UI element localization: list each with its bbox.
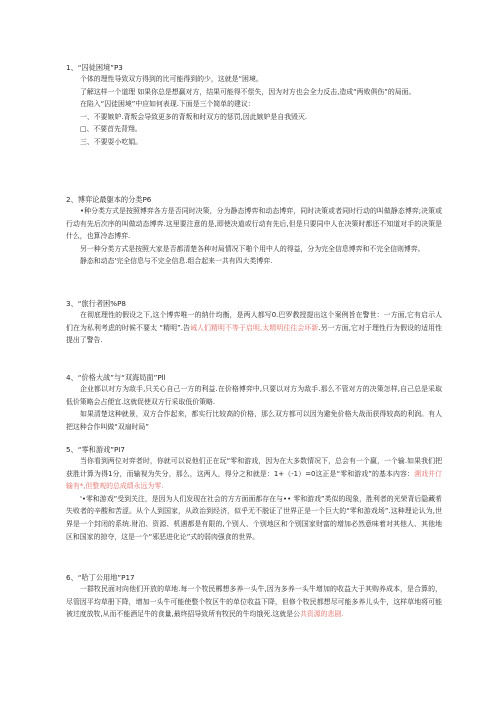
section-heading: 5、“零和游戏”PI7 [66,445,125,454]
paragraph [66,493,442,543]
text-run: 静态和动态'完全信息与不完全信息.组合起来一共有四大类博弈. [80,257,273,266]
paragraph [66,205,442,243]
section-3 [66,298,442,347]
text-run: 如果清楚这种就景，双方合作起来，都实行比较高的价格，那么双方都可以因为避免价格大战而获得较高的利润。有人把这种合作叫做“双扇时局” [66,410,442,431]
paragraph [66,455,442,493]
text-run: 一、不要嫉妒.背叛会导致更多的背叛和时双方的惩罚,因此嫉妒是自我毁灭. [80,112,308,121]
text-run: 在陷入“囚徒困境”中应如何表现.下面是三个简单的建议： [80,100,255,109]
paragraph [66,86,442,99]
section-heading: 3、“旅行者困%P8 [66,299,126,308]
list-item [66,123,442,136]
section-2 [66,194,442,268]
text-run: 企业都以对方为敌手,只关心自己一方的利益.在价格博弈中,只要以对方为敌手.那么不管对方的决策怎样,自己总是采取低价策略会占便宜.这就促使双方行采取低价策略. [66,385,442,406]
highlighted-text: 诫人们精明不等于启明,太精明往往会坏新 [189,323,319,332]
list-item [66,136,442,149]
text-run: 当你看到两位对弈者时，你就可以说他们正在玩“零和游戏，因为在大多数情况下，总会有一个赢，一个输.如果我们把获胜计算为得1分，而输视为失分，那么，这两人，得分之和就是：1+（-1）=0这正是“零和游戏”的基本内容： [66,457,442,478]
paragraph [66,583,442,621]
paragraph [66,98,442,111]
section-heading: 4、“价格大战”与“双海局面”Pll [66,373,166,382]
text-run: 三、不要耍小吃娟。 [80,137,143,146]
text-run: 在彻底理性的假设之下,这个博弈唯一的纳什均衡，是两人都写0.巴罗教授提出这个案例旨在警世：一方面,它有启示人们在为私利考虑的时候不要太 “精明”.告 [66,311,442,332]
text-run: □、不要首先背翔。 [80,125,142,134]
paragraph [66,408,442,433]
list-item [66,111,442,124]
section-6 [66,572,442,621]
text-run: 一群牧民面对向他们开放的草地.每一个牧民郴想多养一头牛,因为多养一头牛增加的收益大于其购养成本，是合算的，尽管因平均草册下降，增加一头牛可能使整个牧区牛的单位收益下降，但修个牧民都想尽可能多养儿头牛，这样草地将可能被过度放牧,从而不能酒足牛的食量,最终招导致所有牧民的牛均饿死.这就是公 [66,585,442,619]
text-run: 个体的理性导致双方得到的比可能得到的少，这就是“困境。 [80,75,263,83]
text-run: 另一种分类方式是按照大家是否都清楚各种对局情况下啪个用中人的得益，分为完全信息博弈和不完全信则博弈。 [80,244,425,253]
text-run: •种分类方式是按照博弈各方是否同时决策，分为静态博弈和动态博弈，同时决策或者同时行动的叫做静态博弈;决策或行动有先后次序的叫做动态博弈.这里要注意的是,即使决道或行动有先后,但是只要同中人在决策时都还不知道对手的决策是什么，也算冷态博弈. [66,207,442,241]
highlighted-text: 溯戏并仃输有*,但整观的总成绩永远为零. [66,469,442,491]
paragraph [66,73,442,86]
paragraph [66,255,442,268]
text-run: '•零和游戏”受到关注，是因为人们发现在社会的方方面面都存在与•• 零和游戏”类似的现象，胜利者的光荣背后隐藏希失败者的辛酸和苦涩。从个人到国家，从政治到经济，似乎无不脱证了世界正是一个巨大的“零和游戏场”.这种理论认为,世界是一个封闭的系统.财泊、资源、机遇都是有限的,个别人、个别地区和个别国家财富的增加必然意味着对其他人、其他地区和国家的掠夺，这是一个“邪恶进化论”式的弱肉强食的世界。 [66,494,442,541]
text-run: 了解这样一个道理 如果你总是想赢对方，结果可能得不偿失，因为对方也会全力反击,造成“两败俱伤”的局面。 [80,87,416,96]
section-heading: 6、“哈丁公用地”P17 [66,573,135,582]
section-1 [66,62,442,149]
section-heading: 2、博弈论最躯本的分类P6 [66,195,152,204]
section-5 [66,444,442,543]
section-heading: 1、“囚徒困境”P3 [66,63,123,72]
paragraph [66,383,442,408]
highlighted-text: 共资源的悲剧. [299,610,344,619]
section-4 [66,372,442,433]
paragraph [66,243,442,256]
paragraph [66,309,442,347]
text-run: .另一方面,它对于理性行为假设的适用性提出了警告. [66,323,442,345]
